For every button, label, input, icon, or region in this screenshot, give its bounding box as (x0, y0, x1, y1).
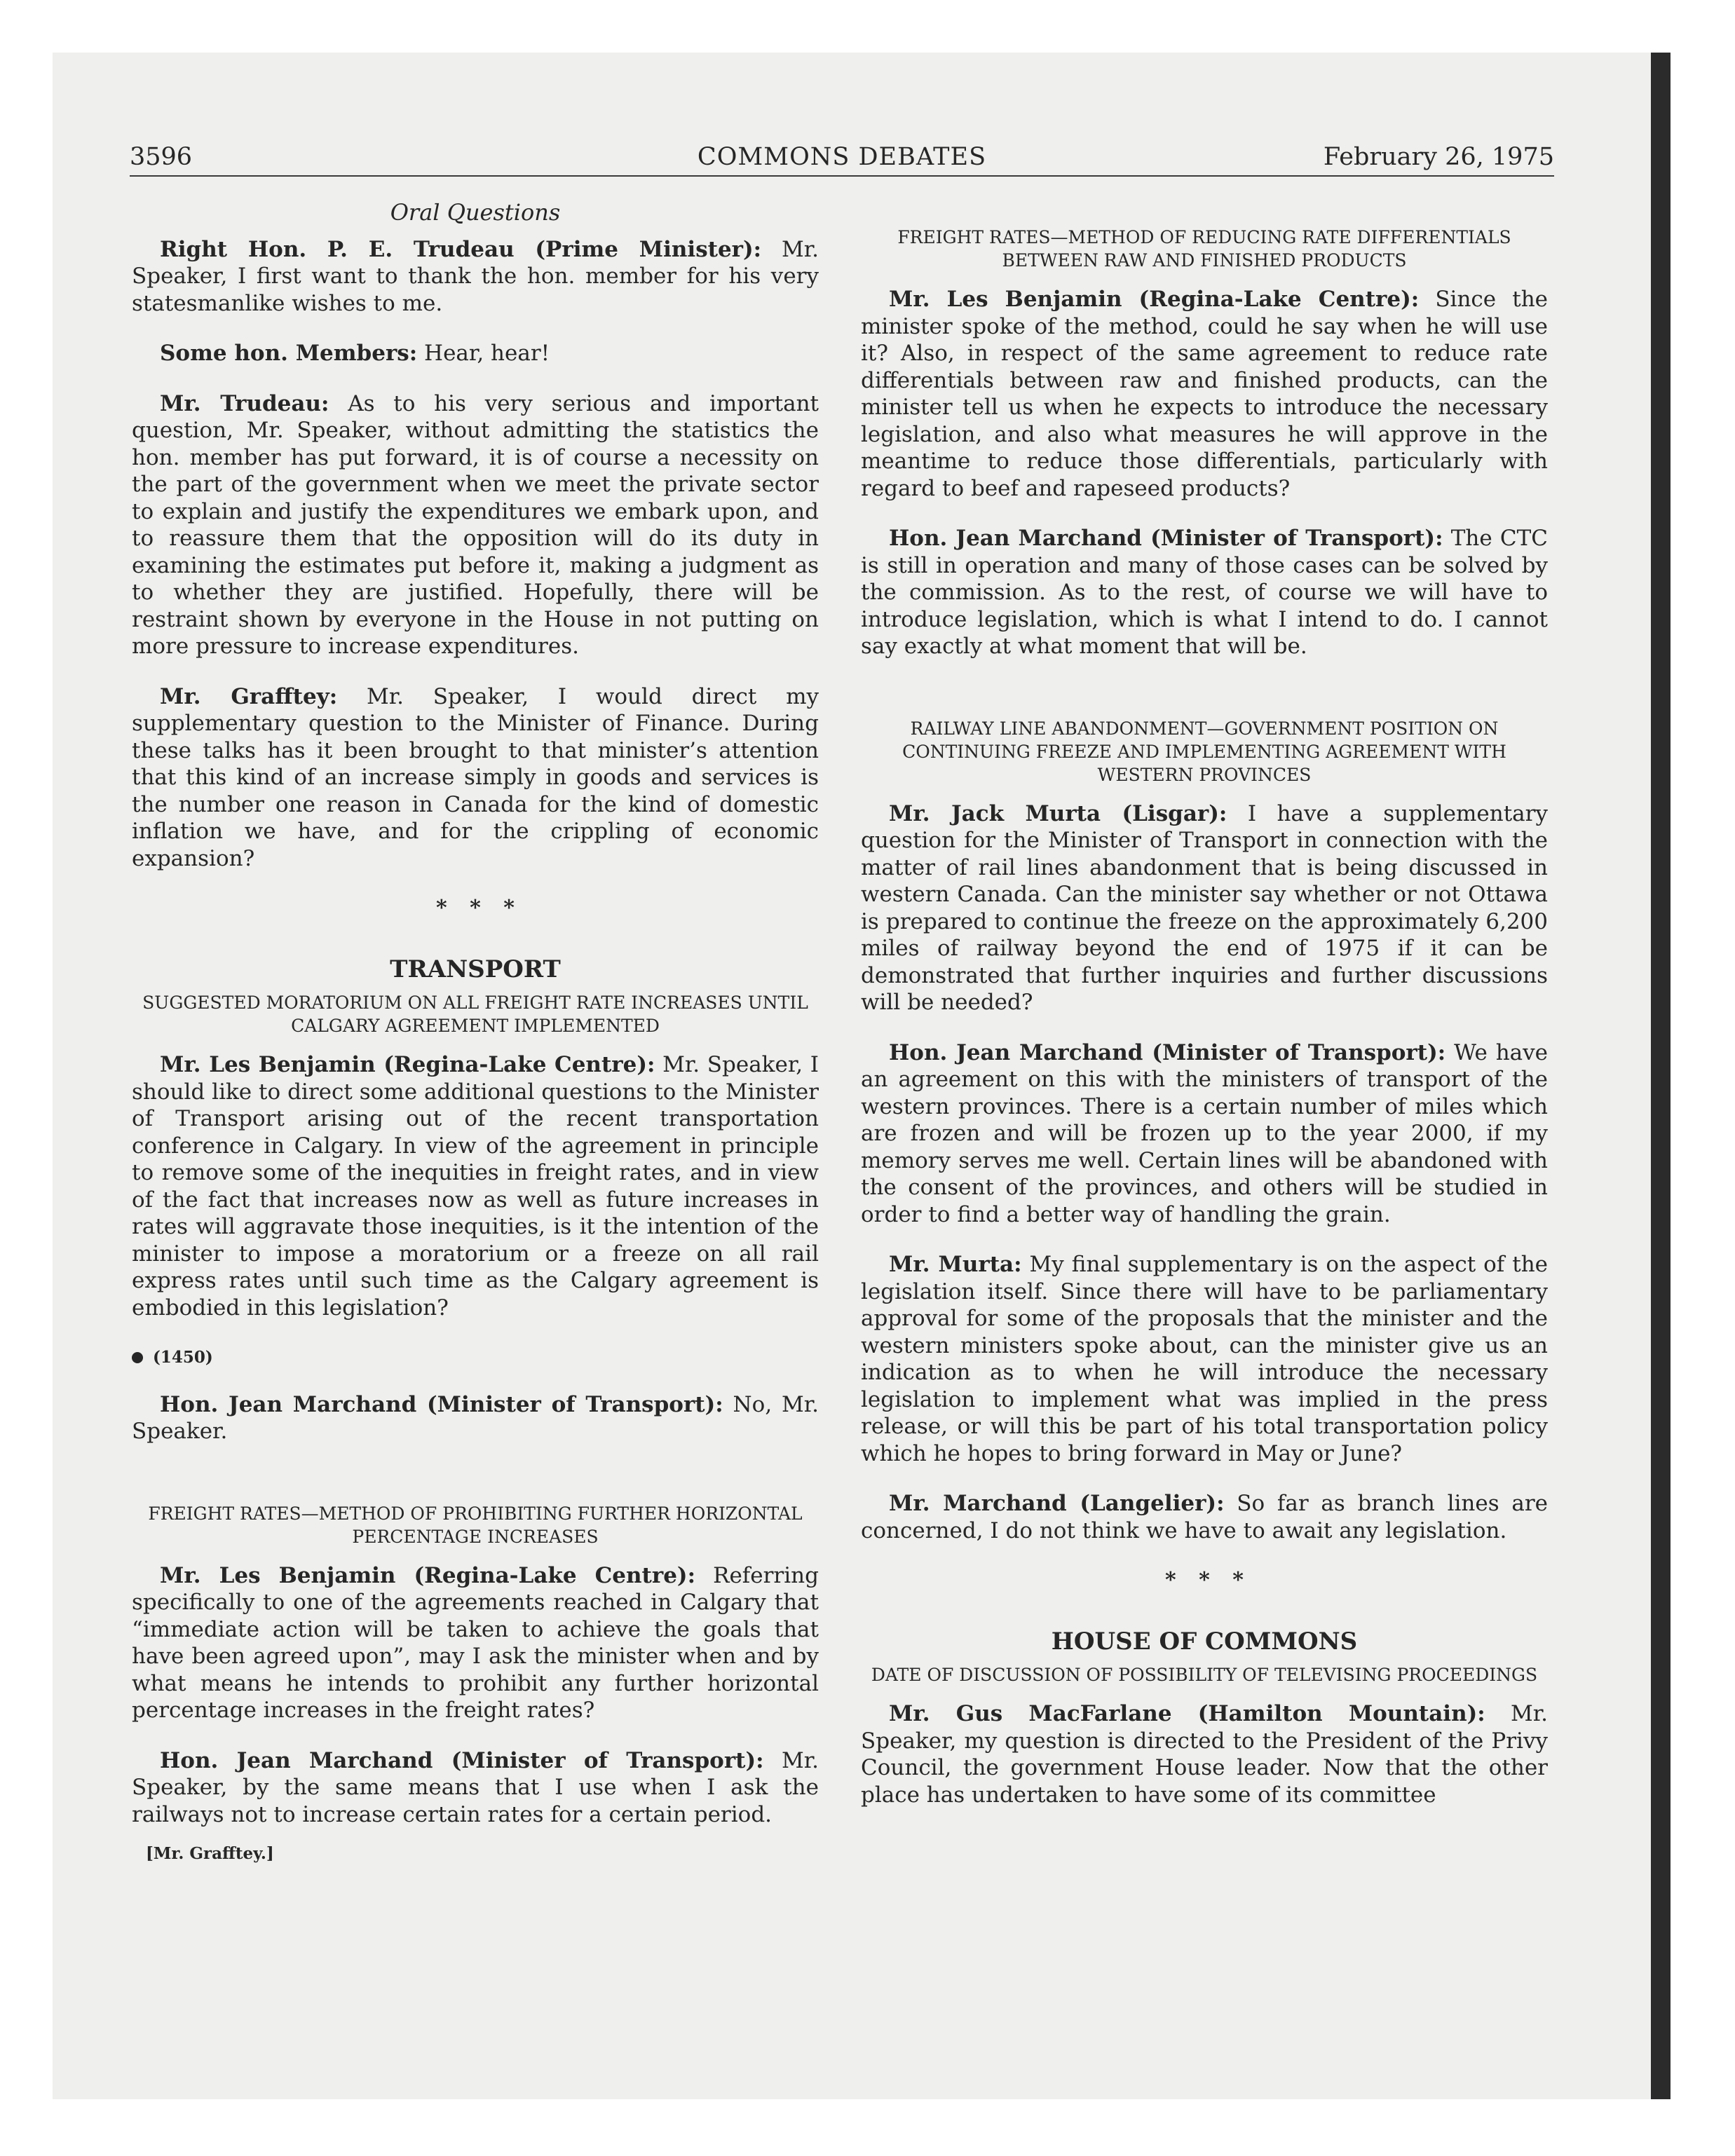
page-header (130, 139, 1554, 177)
time-marker (132, 1344, 819, 1372)
speech-paragraph (861, 1490, 1548, 1544)
speech-text: I have a supplementary question for the Minister of Transport in connection with the matter of rail lines abandonment that is being discussed in western Canada. Can the minister say whether or not Ottawa is prepared to continue the freeze on the approximately 6,200 miles of railway beyond the end of 1975 if it can be demonstrated that further inquiries and further discussions will be needed? (861, 800, 1548, 1015)
speech-paragraph (861, 286, 1548, 502)
running-kicker: Oral Questions (390, 199, 561, 226)
speaker-name: Some hon. Members: (160, 341, 418, 366)
speech-text: The CTC is still in operation and many of those cases can be solved by the commission. As to the rest, of course we will have to introduce legislation, which is what I intend to do. I cannot say exactly at what moment that will be. (861, 526, 1548, 659)
right-column (861, 199, 1548, 1831)
speaker-name: Mr. Murta: (889, 1252, 1022, 1277)
subsection-heading: SUGGESTED MORATORIUM ON ALL FREIGHT RATE INCREASES UNTIL CALGARY AGREEMENT IMPLEMENTED (142, 992, 808, 1036)
speech-paragraph (132, 340, 819, 367)
left-column (132, 199, 819, 1868)
section-separator: * * * (436, 896, 515, 920)
time-marker-text: (1450) (153, 1348, 213, 1367)
speech-paragraph (861, 1039, 1548, 1229)
section-heading: HOUSE OF COMMONS (1051, 1627, 1358, 1656)
speaker-attribution: [Mr. Grafftey.] (146, 1844, 274, 1863)
speech-paragraph (861, 525, 1548, 660)
speaker-name: Mr. Gus MacFarlane (Hamilton Mountain): (889, 1701, 1485, 1726)
subsection-heading: FREIGHT RATES—METHOD OF REDUCING RATE DIFFERENTIALS BETWEEN RAW AND FINISHED PRODUCTS (897, 227, 1511, 271)
speech-paragraph (132, 1562, 819, 1724)
speech-text: Mr. Speaker, my question is directed to the President of the Privy Council, the government House leader. Now that the other place has undertaken to have some of its committee (861, 1701, 1548, 1808)
speech-text: As to his very serious and important question, Mr. Speaker, without admitting the statistics the hon. member has put forward, it is of course a necessity on the part of the government when we meet the private sector to explain and justify the expenditures we embark upon, and to reassure them that the opposition will do its duty in examining the estimates put before it, making a judgment as to whether they are justified. Hopefully, there will be restraint shown by everyone in the House in not putting on more pressure to increase expenditures. (132, 390, 819, 659)
speaker-name: Hon. Jean Marchand (Minister of Transport): (889, 526, 1443, 551)
subsection-heading: DATE OF DISCUSSION OF POSSIBILITY OF TELEVISING PROCEEDINGS (871, 1665, 1538, 1685)
page-number: 3596 (130, 143, 193, 171)
publication-date: February 26, 1975 (1323, 143, 1554, 171)
section-heading: TRANSPORT (390, 955, 561, 983)
speaker-name: Mr. Trudeau: (160, 390, 329, 416)
speaker-name: Mr. Les Benjamin (Regina-Lake Centre): (889, 287, 1420, 312)
speech-text: No, Mr. Speaker. (132, 1391, 819, 1444)
speaker-name: Mr. Grafftey: (160, 683, 338, 709)
speech-paragraph (132, 1747, 819, 1829)
speech-text: Mr. Speaker, by the same means that I use when I ask the railways not to increase certain rates for a certain period. (132, 1747, 819, 1827)
speech-paragraph (861, 800, 1548, 1016)
scan-edge-shadow (1651, 53, 1671, 2099)
speech-text: So far as branch lines are concerned, I do not think we have to await any legislation. (861, 1491, 1549, 1543)
speech-text: We have an agreement on this with the ministers of transport of the western provinces. There is a certain number of miles which are frozen and will be frozen up to the year 2000, if my memory serves me well. Certain lines will be abandoned with the consent of the provinces, and others will be studied in order to find a better way of handling the grain. (861, 1039, 1548, 1227)
speaker-name: Right Hon. P. E. Trudeau (Prime Minister): (160, 236, 762, 262)
speech-paragraph (132, 1391, 819, 1445)
speaker-name: Mr. Jack Murta (Lisgar): (889, 800, 1227, 826)
speech-text: Hear, hear! (424, 341, 550, 366)
speaker-name: Hon. Jean Marchand (Minister of Transport): (160, 1391, 723, 1417)
bullet-icon (132, 1352, 143, 1363)
speech-paragraph (132, 1051, 819, 1321)
subsection-heading: RAILWAY LINE ABANDONMENT—GOVERNMENT POSITION ON CONTINUING FREEZE AND IMPLEMENTING AGREEMENT WITH WESTERN PROVINCES (902, 718, 1506, 785)
speech-paragraph (861, 1251, 1548, 1467)
speaker-name: Mr. Les Benjamin (Regina-Lake Centre): (160, 1052, 655, 1077)
speaker-name: Hon. Jean Marchand (Minister of Transport): (160, 1747, 764, 1773)
speech-paragraph (132, 390, 819, 660)
speech-paragraph (861, 1700, 1548, 1808)
speaker-name: Mr. Les Benjamin (Regina-Lake Centre): (160, 1562, 696, 1588)
publication-title: COMMONS DEBATES (697, 143, 987, 171)
speech-text: My final supplementary is on the aspect of the legislation itself. Since there will have to be parliamentary approval for some of the proposals that the minister and the western ministers spoke about, can the minister give us an indication as to when he will introduce the necessary legislation to implement what was implied in the press release, or will this be part of his total transportation policy which he hopes to bring forward in May or June? (861, 1252, 1549, 1466)
speaker-name: Mr. Marchand (Langelier): (889, 1491, 1225, 1516)
speech-paragraph (132, 683, 819, 873)
speech-text: Mr. Speaker, I first want to thank the hon. member for his very statesmanlike wishes to me. (132, 236, 819, 316)
speech-paragraph (132, 236, 819, 318)
section-separator: * * * (1165, 1568, 1244, 1592)
subsection-heading: FREIGHT RATES—METHOD OF PROHIBITING FURTHER HORIZONTAL PERCENTAGE INCREASES (148, 1503, 803, 1547)
speech-text: Since the minister spoke of the method, could he say when he will use it? Also, in respect of the same agreement to reduce rate differentials between raw and finished products, can the minister tell us when he expects to introduce the necessary legislation, and also what measures he will approve in the meantime to reduce those differentials, particularly with regard to beef and rapeseed products? (861, 287, 1549, 501)
speaker-name: Hon. Jean Marchand (Minister of Transport): (889, 1039, 1446, 1065)
speech-text: Mr. Speaker, I should like to direct some additional questions to the Minister of Transport arising out of the recent transportation conference in Calgary. In view of the agreement in principle to remove some of the inequities in freight rates, and in view of the fact that increases now as well as future increases in rates will aggravate those inequities, is it the intention of the minister to impose a moratorium or a freeze on all rail express rates until such time as the Calgary agreement is embodied in this legislation? (132, 1052, 819, 1321)
speech-text: Mr. Speaker, I would direct my supplementary question to the Minister of Finance. During these talks has it been brought to that minister’s attention that this kind of an increase simply in goods and services is the number one reason in Canada for the kind of domestic inflation we have, and for the crippling of economic expansion? (132, 683, 819, 871)
speech-text: Referring specifically to one of the agreements reached in Calgary that “immediate action will be taken to achieve the goals that have been agreed upon”, may I ask the minister when and by what means he intends to prohibit any further horizontal percentage increases in the freight rates? (132, 1562, 819, 1723)
